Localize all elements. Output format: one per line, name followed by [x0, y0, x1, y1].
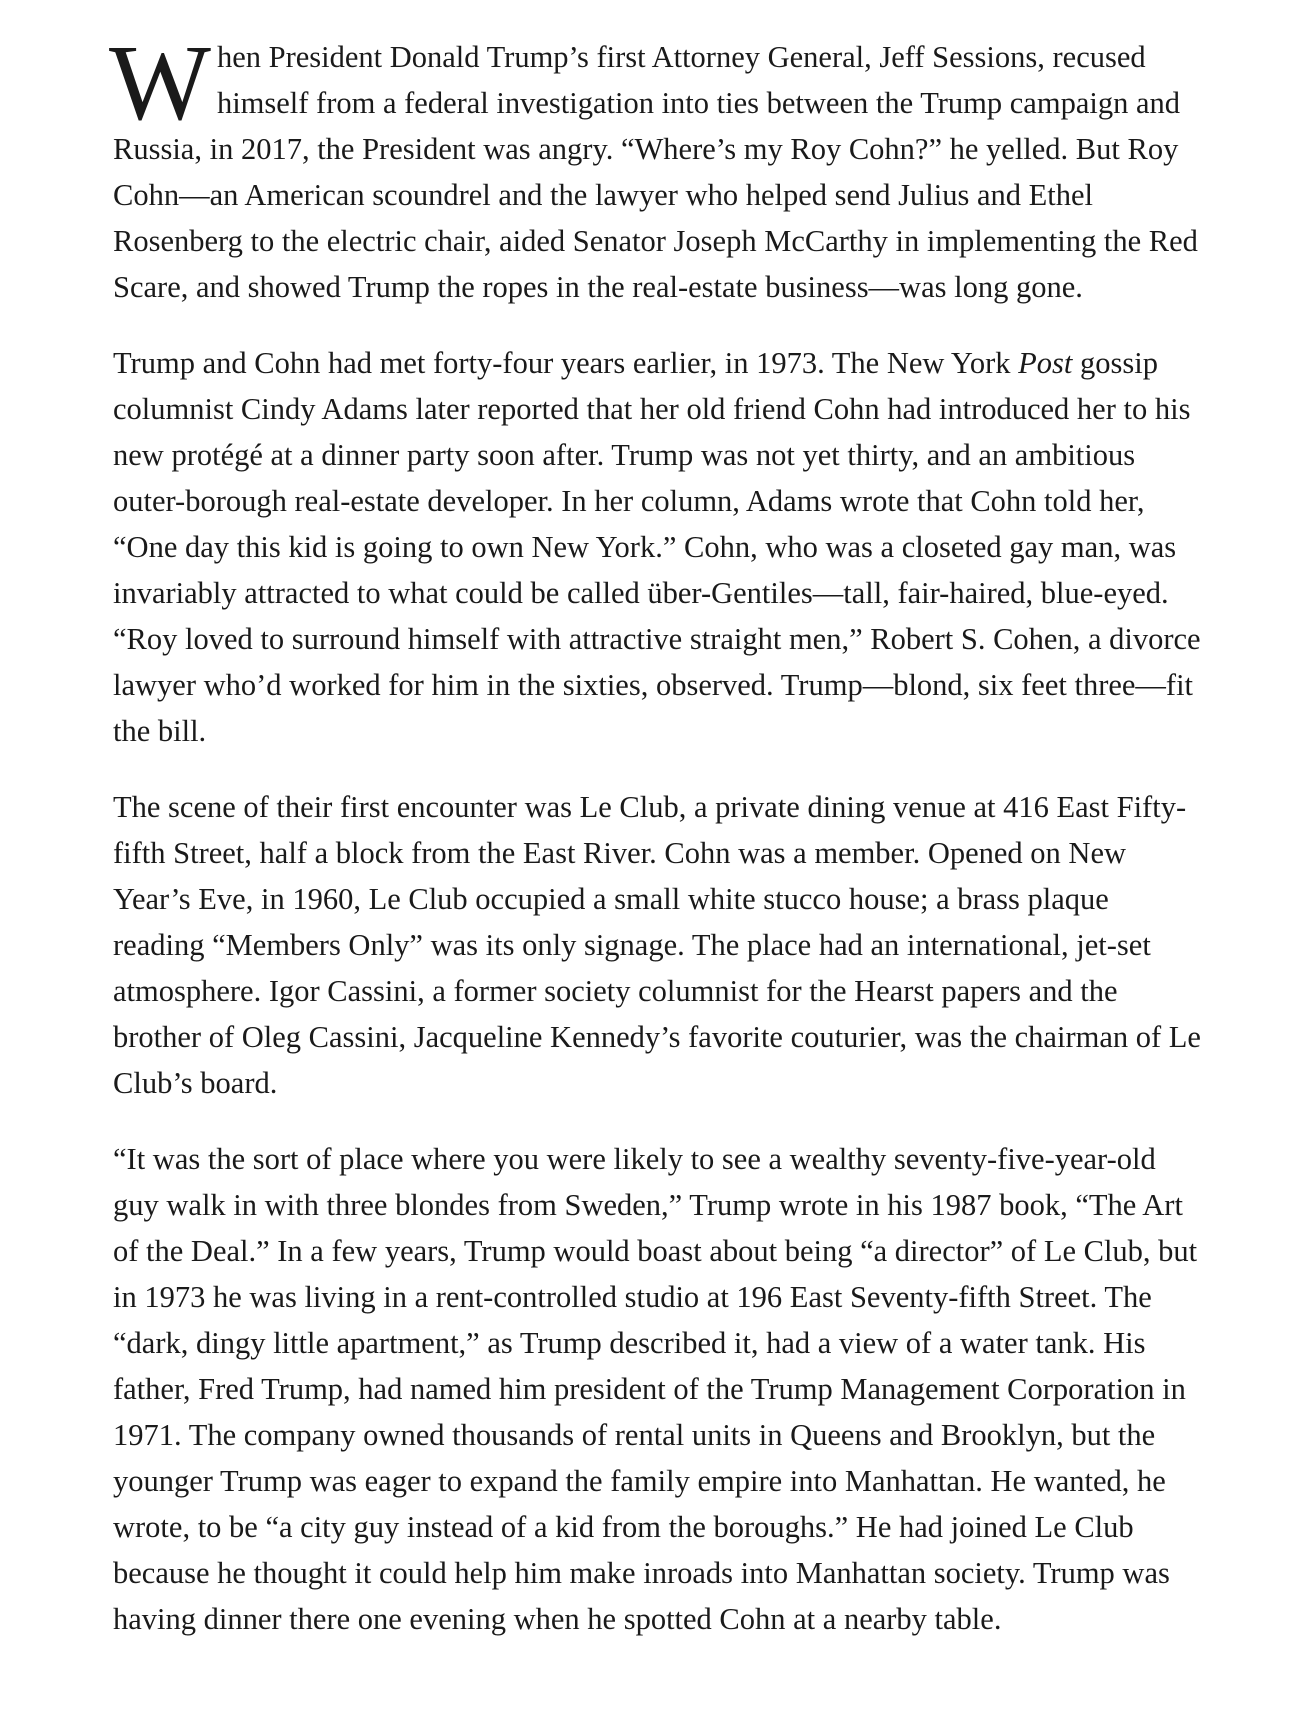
paragraph-2-text-before: Trump and Cohn had met forty-four years earlier, in 1973. The New York — [113, 346, 1019, 380]
paragraph-4-text: “It was the sort of place where you were likely to see a wealthy seventy-five-year-old guy walk in with three blondes from Sweden,” Trump wrote in his 1987 book, “The Art of the Deal.” In a few years, Trump would boast about being “a director” of Le Club, but in 1973 he was living in a rent-controlled studio at 196 East Seventy-fifth Street. The “dark, dingy little apartment,” as Trump described it, had a view of a water tank. His father, Fred Trump, had named him president of the Trump Management Corporation in 1971. The company owned thousands of rental units in Queens and Brooklyn, but the younger Trump was eager to expand the family empire into Manhattan. He wanted, he wrote, to be “a city guy instead of a kid from the boroughs.” He had joined Le Club because he thought it could help him make inroads into Manhattan society. Trump was having dinner there one evening when he spotted Cohn at a nearby table. — [113, 1142, 1198, 1636]
article-body — [109, 24, 1203, 1672]
paragraph-1 — [109, 24, 1203, 310]
paragraph-2-text-after: gossip columnist Cindy Adams later reported that her old friend Cohn had introduced her to his new protégé at a dinner party soon after. Trump was not yet thirty, and an ambitious outer-borough real-estate developer. In her column, Adams wrote that Cohn told her, “One day this kid is going to own New York.” Cohn, who was a closeted gay man, was invariably attracted to what could be called über-Gentiles—tall, fair-haired, blue-eyed. “Roy loved to surround himself with attractive straight men,” Robert S. Cohen, a divorce lawyer who’d worked for him in the sixties, observed. Trump—blond, six feet three—fit the bill. — [113, 346, 1201, 748]
paragraph-2 — [113, 340, 1203, 754]
paragraph-4 — [113, 1136, 1203, 1642]
paragraph-3 — [113, 784, 1203, 1106]
drop-cap: W — [109, 24, 211, 143]
paragraph-1-text: hen President Donald Trump’s first Attorney General, Jeff Sessions, recused himself from a federal investigation into ties between the Trump campaign and Russia, in 2017, the President was angry. “Where’s my Roy Cohn?” he yelled. But Roy Cohn—an American scoundrel and the lawyer who helped send Julius and Ethel Rosenberg to the electric chair, aided Senator Joseph McCarthy in implementing the Red Scare, and showed Trump the ropes in the real-estate business—was long gone. — [113, 40, 1198, 304]
newspaper-name: Post — [1018, 346, 1073, 380]
paragraph-3-text: The scene of their first encounter was Le Club, a private dining venue at 416 East Fifty-fifth Street, half a block from the East River. Cohn was a member. Opened on New Year’s Eve, in 1960, Le Club occupied a small white stucco house; a brass plaque reading “Members Only” was its only signage. The place had an international, jet-set atmosphere. Igor Cassini, a former society columnist for the Hearst papers and the brother of Oleg Cassini, Jacqueline Kennedy’s favorite couturier, was the chairman of Le Club’s board. — [113, 790, 1201, 1100]
